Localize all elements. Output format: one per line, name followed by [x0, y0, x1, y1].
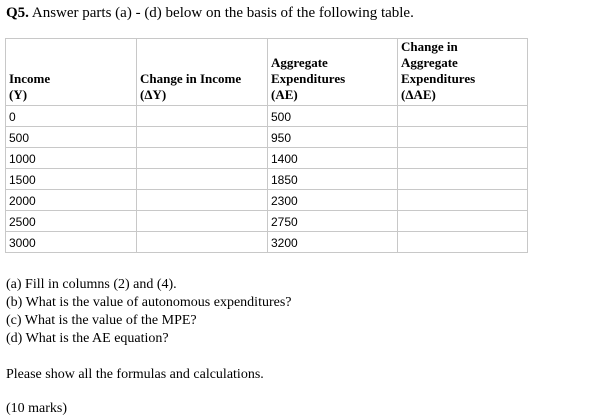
header-income-line2: (Y) — [9, 87, 28, 102]
cell-ae: 2300 — [268, 190, 398, 211]
header-change-income-line1: Change in Income — [140, 71, 242, 86]
table-row — [6, 190, 528, 211]
cell-change-income[interactable] — [137, 169, 268, 190]
cell-income: 2500 — [6, 211, 137, 232]
part-b: (b) What is the value of autonomous expenditures? — [6, 295, 292, 310]
cell-ae: 500 — [268, 106, 398, 127]
part-c: (c) What is the value of the MPE? — [6, 313, 197, 328]
header-change-ae-line4: (ΔAE) — [401, 87, 436, 102]
question-title — [6, 4, 414, 22]
cell-change-ae[interactable] — [398, 106, 528, 127]
table-row — [6, 127, 528, 148]
header-ae-line1: Aggregate — [271, 55, 328, 70]
header-change-ae-line1: Change in — [401, 39, 458, 54]
cell-change-income[interactable] — [137, 148, 268, 169]
header-change-ae-line2: Aggregate — [401, 55, 458, 70]
cell-change-ae[interactable] — [398, 211, 528, 232]
instruction-text: Please show all the formulas and calculations. — [6, 367, 264, 382]
cell-change-income[interactable] — [137, 106, 268, 127]
question-parts — [6, 276, 292, 348]
question-number: Q5. — [6, 5, 29, 21]
cell-change-ae[interactable] — [398, 169, 528, 190]
cell-income: 2000 — [6, 190, 137, 211]
cell-income: 0 — [6, 106, 137, 127]
marks-text: (10 marks) — [6, 401, 68, 416]
table-row — [6, 232, 528, 253]
cell-ae: 950 — [268, 127, 398, 148]
expenditure-table — [5, 38, 528, 253]
header-change-income — [137, 39, 268, 106]
cell-income: 3000 — [6, 232, 137, 253]
cell-income: 1000 — [6, 148, 137, 169]
table-row — [6, 148, 528, 169]
cell-change-ae[interactable] — [398, 232, 528, 253]
part-a: (a) Fill in columns (2) and (4). — [6, 277, 177, 292]
cell-change-income[interactable] — [137, 190, 268, 211]
question-prompt: Answer parts (a) - (d) below on the basis of the following table. — [31, 5, 414, 21]
header-income — [6, 39, 137, 106]
cell-income: 500 — [6, 127, 137, 148]
cell-change-ae[interactable] — [398, 148, 528, 169]
header-income-line1: Income — [9, 71, 51, 86]
cell-ae: 1400 — [268, 148, 398, 169]
header-change-income-line2: (ΔY) — [140, 87, 167, 102]
header-ae-line3: (AE) — [271, 87, 298, 102]
cell-change-income[interactable] — [137, 127, 268, 148]
part-d: (d) What is the AE equation? — [6, 331, 169, 346]
header-change-ae — [398, 39, 528, 106]
table-row — [6, 106, 528, 127]
table-row — [6, 169, 528, 190]
table-header-row — [6, 39, 528, 106]
cell-change-ae[interactable] — [398, 190, 528, 211]
cell-change-income[interactable] — [137, 211, 268, 232]
header-ae — [268, 39, 398, 106]
cell-ae: 1850 — [268, 169, 398, 190]
table-row — [6, 211, 528, 232]
header-ae-line2: Expenditures — [271, 71, 346, 86]
header-change-ae-line3: Expenditures — [401, 71, 476, 86]
cell-change-income[interactable] — [137, 232, 268, 253]
cell-change-ae[interactable] — [398, 127, 528, 148]
cell-income: 1500 — [6, 169, 137, 190]
cell-ae: 3200 — [268, 232, 398, 253]
cell-ae: 2750 — [268, 211, 398, 232]
